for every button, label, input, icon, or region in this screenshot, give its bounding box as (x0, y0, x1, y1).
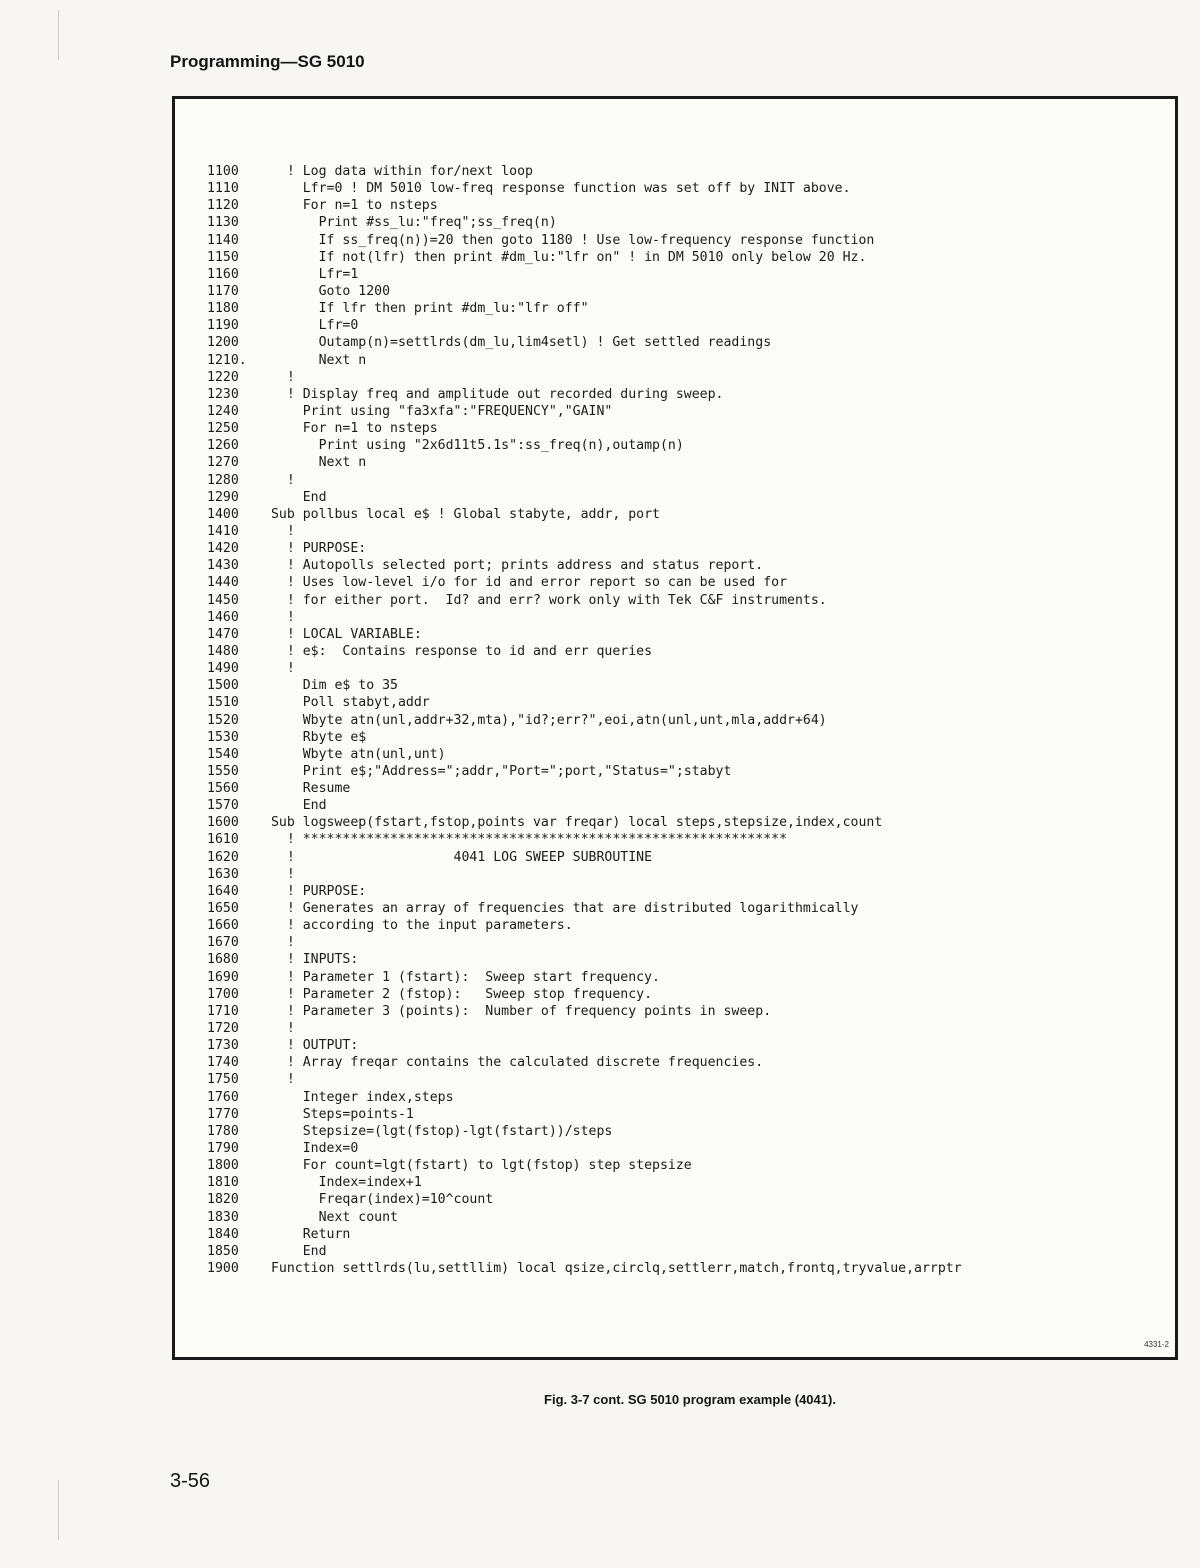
code-line (207, 746, 1177, 763)
left-edge-mark (58, 10, 59, 60)
figure-caption: Fig. 3-7 cont. SG 5010 program example (4041). (544, 1392, 836, 1407)
line-number: 1710 (207, 1003, 239, 1019)
code-line (207, 454, 1177, 471)
line-number: 1660 (207, 918, 239, 934)
code-text: ! PURPOSE: (263, 883, 367, 899)
code-text: ! Parameter 1 (fstart): Sweep start frequency. (263, 969, 660, 985)
code-text: For count=lgt(fstart) to lgt(fstop) step stepsize (263, 1158, 692, 1174)
code-text: ! PURPOSE: (263, 541, 367, 557)
line-number: 1270 (207, 455, 239, 471)
line-number: 1440 (207, 575, 239, 591)
line-number: 1650 (207, 901, 239, 917)
line-number: 1680 (207, 952, 239, 968)
line-number: 1830 (207, 1209, 239, 1225)
line-number: 1850 (207, 1243, 239, 1259)
line-number: 1780 (207, 1123, 239, 1139)
code-line (207, 232, 1177, 249)
left-edge-mark (58, 1480, 59, 1540)
line-number: 1470 (207, 626, 239, 642)
code-text: ! Uses low-level i/o for id and error report so can be used for (263, 575, 788, 591)
line-number: 1200 (207, 335, 239, 351)
line-number: 1490 (207, 661, 239, 677)
code-text: Wbyte atn(unl,unt) (263, 746, 446, 762)
code-text: ! (263, 1021, 295, 1037)
code-text: Rbyte e$ (263, 729, 367, 745)
code-text: Print #ss_lu:"freq";ss_freq(n) (263, 215, 557, 231)
code-text: Function settlrds(lu,settllim) local qsize,circlq,settlerr,match,frontq,tryvalue,arrptr (263, 1261, 962, 1276)
code-line (207, 1089, 1177, 1106)
code-line (207, 1260, 1177, 1277)
line-number: 1250 (207, 421, 239, 437)
code-line (207, 352, 1177, 369)
line-number: 1900 (207, 1261, 239, 1276)
code-line (207, 1037, 1177, 1054)
line-number: 1560 (207, 781, 239, 797)
code-line (207, 574, 1177, 591)
line-number: 1150 (207, 249, 239, 265)
line-number: 1460 (207, 609, 239, 625)
page-number: 3-56 (170, 1470, 211, 1492)
code-line (207, 1123, 1177, 1140)
code-line (207, 780, 1177, 797)
code-text: ! for either port. Id? and err? work only with Tek C&F instruments. (263, 592, 827, 608)
code-line (207, 917, 1177, 934)
line-number: 1800 (207, 1158, 239, 1174)
code-line (207, 386, 1177, 403)
code-line (207, 883, 1177, 900)
code-text: Return (263, 1226, 351, 1242)
code-text: ! Log data within for/next loop (263, 164, 533, 179)
line-number: 1160 (207, 266, 239, 282)
line-number: 1210. (207, 352, 247, 368)
code-line (207, 951, 1177, 968)
code-text: ! (263, 866, 295, 882)
code-line (207, 831, 1177, 848)
code-line (207, 609, 1177, 626)
line-number: 1130 (207, 215, 239, 231)
code-line (207, 1054, 1177, 1071)
code-line (207, 712, 1177, 729)
code-line (207, 557, 1177, 574)
code-line (207, 626, 1177, 643)
line-number: 1500 (207, 678, 239, 694)
code-line (207, 540, 1177, 557)
code-text: Freqar(index)=10^count (263, 1192, 494, 1208)
code-text: ! OUTPUT: (263, 1038, 359, 1054)
line-number: 1430 (207, 558, 239, 574)
code-line (207, 403, 1177, 420)
code-line (207, 197, 1177, 214)
code-line (207, 1020, 1177, 1037)
code-text: End (263, 798, 327, 814)
code-text: If not(lfr) then print #dm_lu:"lfr on" ! in DM 5010 only below 20 Hz. (263, 249, 867, 265)
code-text: ! Array freqar contains the calculated discrete frequencies. (263, 1055, 764, 1071)
line-number: 1840 (207, 1226, 239, 1242)
code-line (207, 266, 1177, 283)
code-text: Index=0 (263, 1141, 359, 1157)
code-text: ! Autopolls selected port; prints address and status report. (263, 558, 764, 574)
code-text: If lfr then print #dm_lu:"lfr off" (263, 301, 589, 317)
code-line (207, 300, 1177, 317)
code-text: If ss_freq(n))=20 then goto 1180 ! Use low-frequency response function (263, 232, 875, 248)
code-line (207, 643, 1177, 660)
code-line (207, 1003, 1177, 1020)
code-line (207, 214, 1177, 231)
code-text: Lfr=0 ! DM 5010 low-freq response function was set off by INIT above. (263, 181, 851, 197)
line-number: 1620 (207, 849, 239, 865)
line-number: 1510 (207, 695, 239, 711)
code-text: Print using "2x6d11t5.1s":ss_freq(n),outamp(n) (263, 438, 684, 454)
code-text: For n=1 to nsteps (263, 198, 438, 214)
code-line (207, 660, 1177, 677)
code-text: Sub logsweep(fstart,fstop,points var freqar) local steps,stepsize,index,count (263, 815, 883, 831)
code-line (207, 283, 1177, 300)
code-line (207, 592, 1177, 609)
line-number: 1140 (207, 232, 239, 248)
code-line (207, 1106, 1177, 1123)
line-number: 1640 (207, 883, 239, 899)
line-number: 1760 (207, 1089, 239, 1105)
line-number: 1410 (207, 523, 239, 539)
code-line (207, 1209, 1177, 1226)
code-text: Print using "fa3xfa":"FREQUENCY","GAIN" (263, 403, 613, 419)
running-header: Programming—SG 5010 (170, 52, 365, 71)
code-text: ! 4041 LOG SWEEP SUBROUTINE (263, 849, 653, 865)
code-text: End (263, 489, 327, 505)
line-number: 1240 (207, 403, 239, 419)
code-text: Outamp(n)=settlrds(dm_lu,lim4setl) ! Get settled readings (263, 335, 772, 351)
code-line (207, 489, 1177, 506)
code-text: Print e$;"Address=";addr,"Port=";port,"Status=";stabyt (263, 763, 732, 779)
code-text: Next count (263, 1209, 398, 1225)
line-number: 1600 (207, 815, 239, 831)
code-text: Resume (263, 781, 351, 797)
code-line (207, 523, 1177, 540)
line-number: 1120 (207, 198, 239, 214)
code-line (207, 849, 1177, 866)
code-line (207, 1243, 1177, 1260)
code-line (207, 1157, 1177, 1174)
line-number: 1630 (207, 866, 239, 882)
code-text: Sub pollbus local e$ ! Global stabyte, addr, port (263, 506, 660, 522)
line-number: 1750 (207, 1072, 239, 1088)
code-text: ! (263, 935, 295, 951)
code-text: ! (263, 523, 295, 539)
code-line (207, 249, 1177, 266)
line-number: 1280 (207, 472, 239, 488)
line-number: 1400 (207, 506, 239, 522)
code-text: Next n (263, 455, 367, 471)
line-number: 1810 (207, 1175, 239, 1191)
line-number: 1230 (207, 386, 239, 402)
line-number: 1700 (207, 986, 239, 1002)
line-number: 1450 (207, 592, 239, 608)
code-text: ! LOCAL VARIABLE: (263, 626, 422, 642)
code-line (207, 729, 1177, 746)
code-text: ! (263, 369, 295, 385)
code-text: Lfr=1 (263, 266, 359, 282)
code-text: For n=1 to nsteps (263, 421, 438, 437)
code-line (207, 1191, 1177, 1208)
code-text: ! e$: Contains response to id and err queries (263, 643, 653, 659)
code-text: ! (263, 609, 295, 625)
code-text: ! Generates an array of frequencies that are distributed logarithmically (263, 901, 859, 917)
code-line (207, 677, 1177, 694)
line-number: 1730 (207, 1038, 239, 1054)
line-number: 1170 (207, 283, 239, 299)
code-line (207, 369, 1177, 386)
code-text: Wbyte atn(unl,addr+32,mta),"id?;err?",eoi,atn(unl,unt,mla,addr+64) (263, 712, 827, 728)
line-number: 1480 (207, 643, 239, 659)
line-number: 1610 (207, 832, 239, 848)
code-text: ! INPUTS: (263, 952, 359, 968)
code-line (207, 317, 1177, 334)
code-text: ! (263, 472, 295, 488)
line-number: 1100 (207, 164, 239, 179)
line-number: 1530 (207, 729, 239, 745)
code-line (207, 694, 1177, 711)
code-line (207, 180, 1177, 197)
line-number: 1570 (207, 798, 239, 814)
program-listing (207, 163, 1177, 1277)
code-text: Steps=points-1 (263, 1106, 414, 1122)
line-number: 1220 (207, 369, 239, 385)
code-line (207, 1174, 1177, 1191)
line-number: 1190 (207, 318, 239, 334)
code-text: ! (263, 1072, 295, 1088)
line-number: 1670 (207, 935, 239, 951)
line-number: 1260 (207, 438, 239, 454)
code-text: ! ************************************************************* (263, 832, 788, 848)
code-text: End (263, 1243, 327, 1259)
line-number: 1290 (207, 489, 239, 505)
line-number: 1740 (207, 1055, 239, 1071)
line-number: 1110 (207, 181, 239, 197)
code-line (207, 763, 1177, 780)
program-listing-frame (172, 96, 1178, 1360)
code-text: ! Display freq and amplitude out recorded during sweep. (263, 386, 724, 402)
code-text: ! Parameter 2 (fstop): Sweep stop frequency. (263, 986, 653, 1002)
code-line (207, 1226, 1177, 1243)
line-number: 1790 (207, 1141, 239, 1157)
code-line (207, 506, 1177, 523)
code-text: Integer index,steps (263, 1089, 454, 1105)
line-number: 1690 (207, 969, 239, 985)
line-number: 1420 (207, 541, 239, 557)
code-text: Lfr=0 (263, 318, 359, 334)
code-text: ! (263, 661, 295, 677)
line-number: 1180 (207, 301, 239, 317)
code-text: Index=index+1 (263, 1175, 422, 1191)
code-text: Goto 1200 (263, 283, 391, 299)
code-line (207, 814, 1177, 831)
line-number: 1720 (207, 1021, 239, 1037)
code-line (207, 472, 1177, 489)
code-text: Poll stabyt,addr (263, 695, 430, 711)
line-number: 1520 (207, 712, 239, 728)
code-line (207, 866, 1177, 883)
line-number: 1550 (207, 763, 239, 779)
code-line (207, 986, 1177, 1003)
code-text: Stepsize=(lgt(fstop)-lgt(fstart))/steps (263, 1123, 613, 1139)
code-line (207, 1071, 1177, 1088)
code-line (207, 934, 1177, 951)
code-line (207, 437, 1177, 454)
code-text: ! Parameter 3 (points): Number of frequency points in sweep. (263, 1003, 772, 1019)
code-line (207, 797, 1177, 814)
code-line (207, 163, 1177, 180)
code-line (207, 420, 1177, 437)
line-number: 1820 (207, 1192, 239, 1208)
code-line (207, 334, 1177, 351)
code-line (207, 900, 1177, 917)
figure-id: 4331-2 (1144, 1340, 1169, 1349)
code-text: Dim e$ to 35 (263, 678, 398, 694)
code-text: Next n (263, 352, 367, 368)
line-number: 1770 (207, 1106, 239, 1122)
line-number: 1540 (207, 746, 239, 762)
code-line (207, 969, 1177, 986)
code-text: ! according to the input parameters. (263, 918, 573, 934)
code-line (207, 1140, 1177, 1157)
